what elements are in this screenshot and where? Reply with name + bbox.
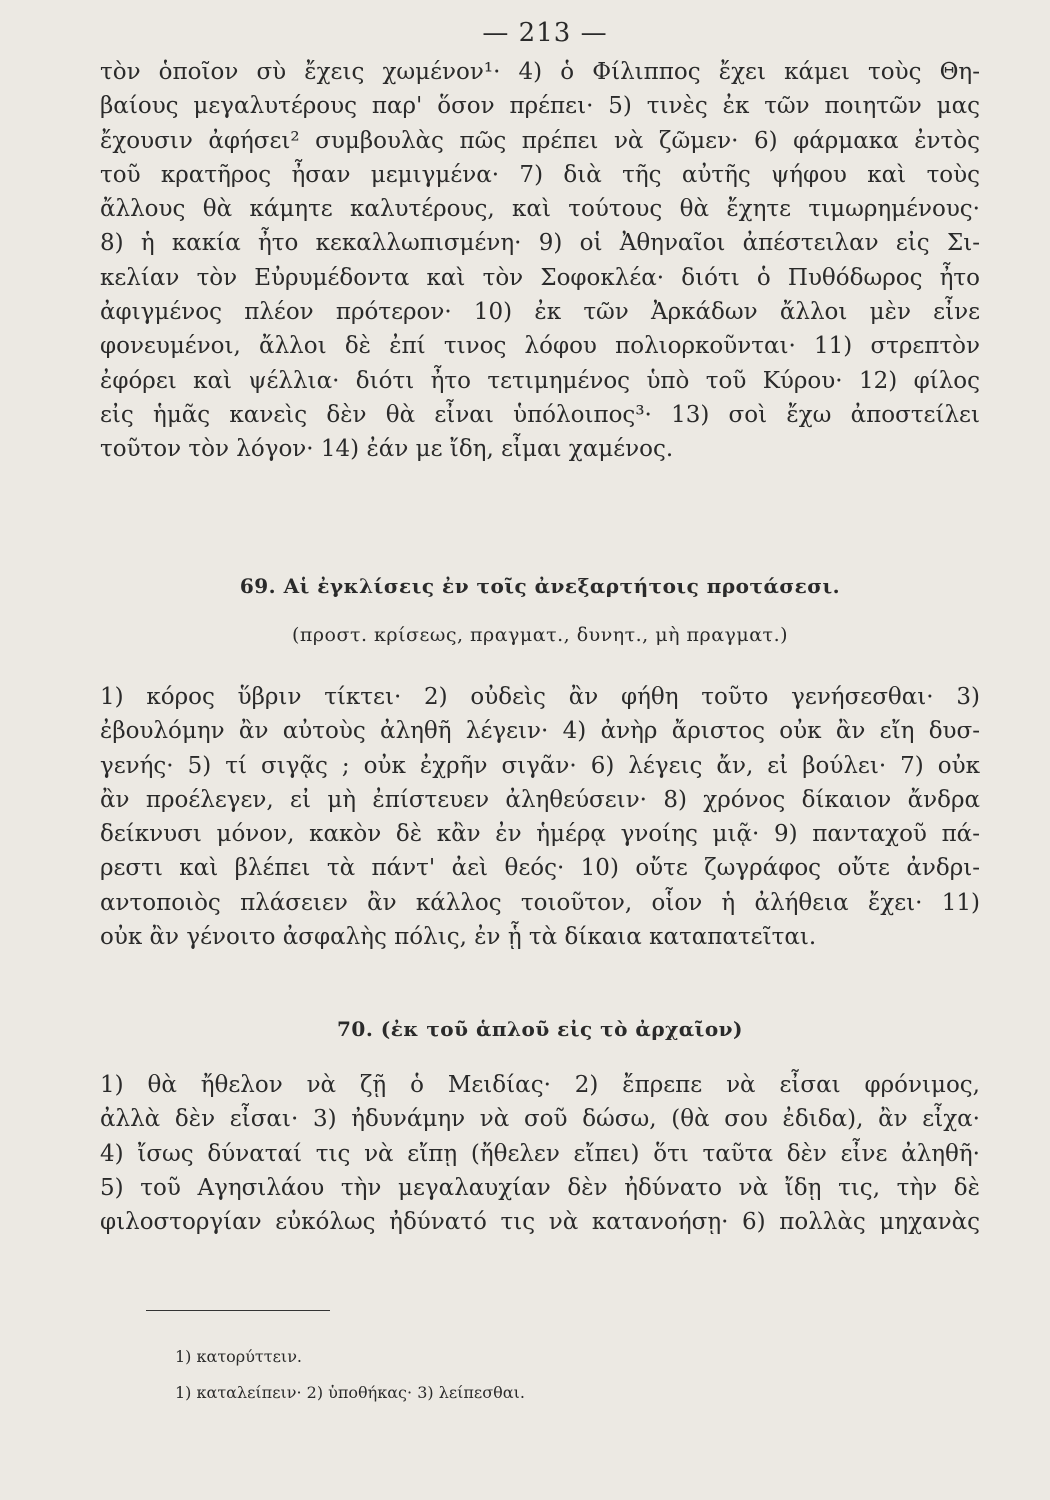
text-line: κελίαν τὸν Εὐρυμέδοντα καὶ τὸν Σοφοκλέα· διότι ὁ Πυθόδωρος ἦτο xyxy=(100,264,980,291)
text-line: ἄλλους θὰ κάμητε καλυτέρους, καὶ τούτους θὰ ἔχητε τιμωρημένους· xyxy=(100,196,980,223)
text-line: ρεστι καὶ βλέπει τὰ πάντ' ἀεὶ θεός· 10) οὔτε ζωγράφος οὔτε ἀνδρι- xyxy=(100,855,980,882)
section-70-body xyxy=(100,1068,980,1239)
text-line: γενής· 5) τί σιγᾷς ; οὐκ ἐχρῆν σιγᾶν· 6) λέγεις ἄν, εἰ βούλει· 7) οὐκ xyxy=(100,752,980,779)
footnote: 1) καταλείπειν· 2) ὑποθήκας· 3) λείπεσθαι. xyxy=(175,1383,525,1402)
section-69-body xyxy=(100,680,980,954)
text-line: ἂν προέλεγεν, εἰ μὴ ἐπίστευεν ἀληθεύσειν· 8) χρόνος δίκαιον ἄνδρα xyxy=(100,786,980,813)
text-line: τοῦτον τὸν λόγον· 14) ἐάν με ἴδη, εἶμαι χαμένος. xyxy=(100,436,674,463)
text-line: 8) ἡ κακία ἦτο κεκαλλωπισμένη· 9) οἱ Ἀθηναῖοι ἀπέστειλαν εἰς Σι- xyxy=(100,230,980,257)
section-70-heading: 70. (ἐκ τοῦ ἁπλοῦ εἰς τὸ ἀρχαῖον) xyxy=(336,1017,744,1041)
text-line: φιλοστοργίαν εὐκόλως ἠδύνατό τις νὰ κατανοήσῃ· 6) πολλὰς μηχανὰς xyxy=(100,1209,980,1236)
footnote: 1) κατορύττειν. xyxy=(175,1347,303,1366)
text-line: δείκνυσι μόνον, κακὸν δὲ κἂν ἐν ἡμέρᾳ γνοίης μιᾷ· 9) πανταχοῦ πά- xyxy=(100,821,980,848)
text-line: 5) τοῦ Αγησιλάου τὴν μεγαλαυχίαν δὲν ἠδύνατο νὰ ἴδῃ τις, τὴν δὲ xyxy=(100,1174,980,1201)
footnote-rule xyxy=(146,1310,330,1311)
text-line: εἰς ἡμᾶς κανεὶς δὲν θὰ εἶναι ὑπόλοιπος³· 13) σοὶ ἔχω ἀποστείλει xyxy=(100,401,980,428)
text-line: 4) ἴσως δύναταί τις νὰ εἴπῃ (ἤθελεν εἴπει) ὅτι ταῦτα δὲν εἶνε ἀληθῆ· xyxy=(100,1140,980,1167)
text-line: ἀλλὰ δὲν εἶσαι· 3) ἠδυνάμην νὰ σοῦ δώσω, (θὰ σου ἐδιδα), ἂν εἶχα· xyxy=(100,1106,980,1133)
text-line: ἐβουλόμην ἂν αὐτοὺς ἀληθῆ λέγειν· 4) ἀνὴρ ἄριστος οὐκ ἂν εἴη δυσ- xyxy=(100,718,980,745)
text-line: 1) κόρος ὕβριν τίκτει· 2) οὐδεὶς ἂν φήθη τοῦτο γενήσεσθαι· 3) xyxy=(100,684,980,710)
text-line: ἐφόρει καὶ ψέλλια· διότι ἦτο τετιμημένος ὑπὸ τοῦ Κύρου· 12) φίλος xyxy=(100,367,980,394)
section-69-heading: 69. Αἱ ἐγκλίσεις ἐν τοῖς ἀνεξαρτήτοις προτάσεσι. xyxy=(239,574,841,598)
section-69-subheading: (προστ. κρίσεως, πραγματ., δυνητ., μὴ πραγματ.) xyxy=(291,624,789,646)
text-line: αντοποιὸς πλάσειεν ἂν κάλλος τοιοῦτον, οἷον ἡ ἀλήθεια ἔχει· 11) xyxy=(100,889,980,916)
text-line: τὸν ὁποῖον σὺ ἔχεις χωμένον¹· 4) ὁ Φίλιππος ἔχει κάμει τοὺς Θη- xyxy=(100,59,980,85)
footnotes xyxy=(175,1344,775,1406)
text-line: 1) θὰ ἤθελον νὰ ζῇ ὁ Μειδίας· 2) ἔπρεπε νὰ εἶσαι φρόνιμος, xyxy=(100,1072,980,1098)
page-number: — 213 — xyxy=(482,18,608,48)
text-line: οὐκ ἂν γένοιτο ἀσφαλὴς πόλις, ἐν ᾗ τὰ δίκαια καταπατεῖται. xyxy=(100,924,817,951)
text-line: φονευμένοι, ἄλλοι δὲ ἐπί τινος λόφου πολιορκοῦνται· 11) στρεπτὸν xyxy=(100,333,980,360)
text-line: τοῦ κρατῆρος ἦσαν μεμιγμένα· 7) διὰ τῆς αὐτῆς ψήφου καὶ τοὺς xyxy=(100,161,980,188)
text-line: βαίους μεγαλυτέρους παρ' ὅσον πρέπει· 5) τινὲς ἐκ τῶν ποιητῶν μας xyxy=(100,93,980,120)
section-continuation xyxy=(100,55,980,467)
text-line: ἔχουσιν ἀφήσει² συμβουλὰς πῶς πρέπει νὰ ζῶμεν· 6) φάρμακα ἐντὸς xyxy=(100,127,980,154)
text-line: ἀφιγμένος πλέον πρότερον· 10) ἐκ τῶν Ἀρκάδων ἄλλοι μὲν εἶνε xyxy=(100,299,980,326)
